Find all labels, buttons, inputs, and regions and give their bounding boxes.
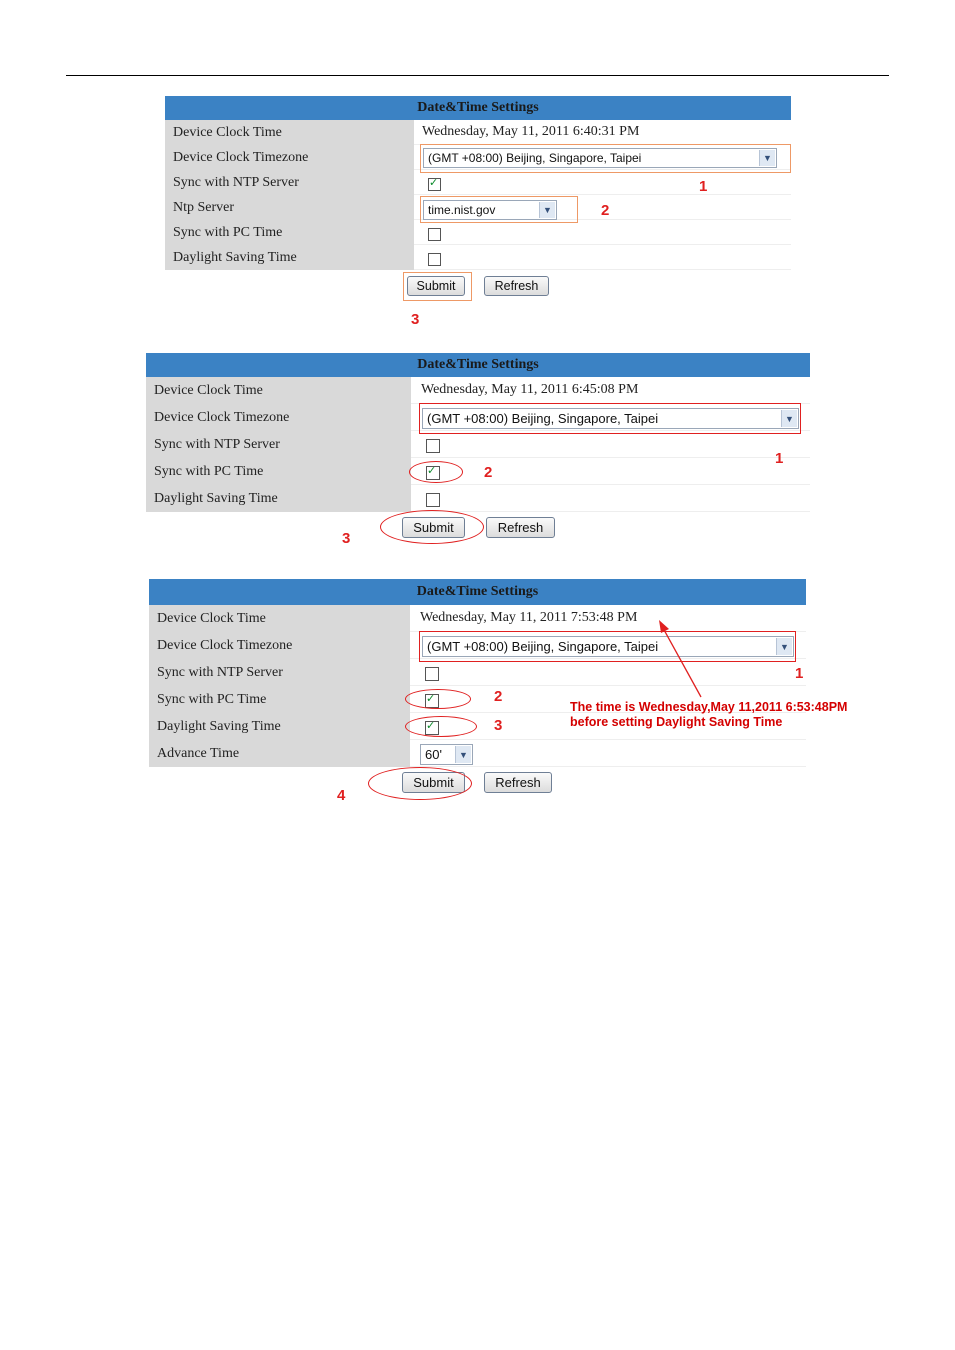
sync-ntp-cell (410, 659, 806, 686)
row-label: Sync with NTP Server (149, 659, 410, 686)
daylight-saving-checkbox[interactable] (428, 253, 441, 266)
step-marker: 1 (775, 450, 784, 467)
step-marker: 2 (484, 464, 493, 481)
highlight-sync-pc (409, 461, 463, 483)
refresh-button[interactable]: Refresh (484, 276, 549, 296)
row-label: Advance Time (149, 740, 410, 767)
device-clock-time-value: Wednesday, May 11, 2011 7:53:48 PM (410, 605, 806, 632)
row-advance-time (149, 740, 806, 767)
device-clock-time-value: Wednesday, May 11, 2011 6:45:08 PM (411, 377, 810, 404)
sync-ntp-checkbox[interactable] (425, 667, 439, 681)
chevron-down-icon: ▼ (781, 410, 797, 427)
sync-pc-cell (414, 220, 791, 245)
row-label: Sync with PC Time (146, 458, 411, 485)
chevron-down-icon: ▼ (776, 638, 792, 655)
row-label: Sync with NTP Server (146, 431, 411, 458)
annotation-note-line: before setting Daylight Saving Time (570, 715, 783, 729)
daylight-saving-cell (411, 485, 810, 512)
row-device-clock-time (146, 377, 810, 404)
highlight-submit (403, 272, 472, 301)
panel-title: Date&Time Settings (165, 96, 791, 120)
chevron-down-icon: ▼ (539, 202, 555, 218)
step-marker: 3 (411, 311, 420, 328)
sync-pc-checkbox[interactable] (428, 228, 441, 241)
step-marker: 2 (494, 688, 503, 705)
row-sync-pc (165, 220, 791, 245)
highlight-timezone (420, 144, 791, 173)
row-sync-ntp (149, 659, 806, 686)
advance-time-select[interactable] (420, 744, 473, 765)
refresh-button[interactable]: Refresh (486, 517, 555, 538)
row-label: Device Clock Timezone (146, 404, 411, 431)
step-marker: 2 (601, 202, 610, 219)
submit-button[interactable]: Submit (402, 517, 465, 538)
row-label: Daylight Saving Time (149, 713, 410, 740)
page-top-rule (66, 75, 889, 76)
highlight-timezone (419, 403, 801, 434)
refresh-button[interactable]: Refresh (484, 772, 552, 793)
row-label: Daylight Saving Time (146, 485, 411, 512)
row-label: Device Clock Time (149, 605, 410, 632)
timezone-selected-value: (GMT +08:00) Beijing, Singapore, Taipei (427, 639, 659, 654)
row-device-clock-time (149, 605, 806, 632)
datetime-panel-3 (149, 579, 806, 799)
panel-title: Date&Time Settings (149, 579, 806, 605)
highlight-timezone (419, 631, 796, 662)
daylight-saving-checkbox[interactable] (426, 493, 440, 507)
row-sync-pc (146, 458, 810, 485)
ntp-server-selected-value: time.nist.gov (428, 203, 496, 217)
highlight-submit (368, 767, 472, 800)
highlight-sync-pc (405, 689, 471, 709)
sync-ntp-checkbox[interactable] (428, 178, 441, 191)
step-marker: 1 (795, 665, 804, 682)
submit-button[interactable]: Submit (402, 772, 465, 793)
advance-time-selected-value: 60' (425, 747, 442, 762)
row-sync-ntp (146, 431, 810, 458)
sync-ntp-cell (414, 170, 791, 195)
row-label: Sync with PC Time (149, 686, 410, 713)
row-label: Daylight Saving Time (165, 245, 414, 270)
sync-ntp-checkbox[interactable] (426, 439, 440, 453)
step-marker: 4 (337, 787, 346, 804)
highlight-submit (380, 510, 484, 544)
device-clock-time-value: Wednesday, May 11, 2011 6:40:31 PM (414, 120, 791, 145)
sync-pc-cell (411, 458, 810, 485)
timezone-selected-value: (GMT +08:00) Beijing, Singapore, Taipei (427, 411, 659, 426)
row-daylight-saving (146, 485, 810, 512)
row-daylight-saving (165, 245, 791, 270)
highlight-ntp-server (420, 196, 578, 223)
submit-button[interactable]: Submit (407, 276, 465, 296)
chevron-down-icon: ▼ (455, 746, 471, 763)
chevron-down-icon: ▼ (759, 150, 775, 166)
row-label: Device Clock Time (165, 120, 414, 145)
row-label: Device Clock Timezone (149, 632, 410, 659)
panel-title: Date&Time Settings (146, 353, 810, 377)
daylight-saving-cell (414, 245, 791, 270)
annotation-note-line: The time is Wednesday,May 11,2011 6:53:48PM (570, 700, 848, 714)
step-marker: 3 (494, 717, 503, 734)
step-marker: 1 (699, 178, 708, 195)
row-label: Ntp Server (165, 195, 414, 220)
row-label: Sync with PC Time (165, 220, 414, 245)
step-marker: 3 (342, 530, 351, 547)
row-sync-ntp (165, 170, 791, 195)
highlight-daylight-saving (405, 716, 477, 737)
datetime-panel-1 (165, 96, 791, 301)
row-label: Sync with NTP Server (165, 170, 414, 195)
row-device-clock-time (165, 120, 791, 145)
sync-ntp-cell (411, 431, 810, 458)
row-label: Device Clock Time (146, 377, 411, 404)
row-label: Device Clock Timezone (165, 145, 414, 170)
timezone-selected-value: (GMT +08:00) Beijing, Singapore, Taipei (428, 151, 642, 165)
datetime-panel-2 (146, 353, 810, 543)
annotation-note (570, 700, 900, 730)
